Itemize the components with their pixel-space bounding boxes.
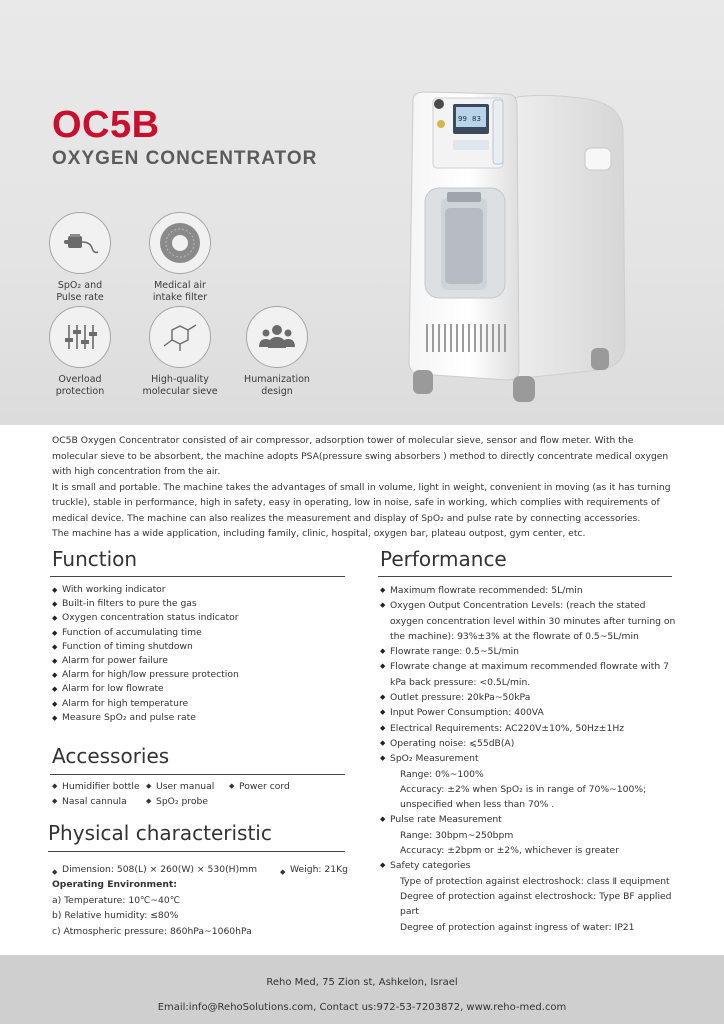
accessories-heading: Accessories (52, 744, 170, 768)
list-item-text: SpO₂ Measurement (390, 753, 479, 765)
list-item: ◆ Oxygen concentration status indicator (52, 611, 352, 625)
accessory-item (146, 796, 208, 807)
list-subitem: Degree of protection against ingress of water: IP21 (400, 921, 635, 933)
section-divider (378, 576, 672, 577)
accessory-label: ◆ Nasal cannula (52, 796, 127, 807)
filter-icon (149, 212, 211, 274)
function-heading: Function (52, 547, 138, 571)
list-item (380, 858, 676, 934)
performance-heading: Performance (380, 547, 507, 571)
feature-label (130, 280, 230, 304)
list-item (380, 659, 676, 690)
list-item-text: Pulse rate Measurement (390, 814, 502, 826)
list-item-text: Maximum flowrate recommended: 5L/min (390, 585, 583, 596)
accessory-item (52, 781, 140, 792)
list-item: ◆ Built-in filters to pure the gas (52, 597, 352, 611)
list-subitem: Type of protection against electroshock: class Ⅱ equipment (400, 875, 670, 887)
physical-heading: Physical characteristic (48, 821, 272, 845)
oxygen-concentrator-image (395, 80, 635, 410)
display-left-value: 99 (458, 115, 467, 123)
physical-details (52, 862, 352, 939)
feature-humanization (227, 306, 327, 398)
environment-heading: Operating Environment: (52, 879, 177, 891)
section-divider (50, 576, 345, 577)
weight-text: ◆ Weigh: 21Kg (280, 864, 348, 875)
feature-sieve (130, 306, 230, 398)
feature-label (130, 374, 230, 398)
section-divider (48, 851, 345, 852)
environment-item: a) Temperature: 10℃~40℃ (52, 894, 181, 906)
list-item-text: Flowrate range: 0.5~5L/min (390, 646, 519, 658)
intro-paragraph: The machine has a wide application, including family, clinic, hospital, oxygen bar, plateau outpost, gym center, etc. (52, 528, 586, 539)
feature-label-text: Overload protection (55, 374, 105, 397)
list-item: ◆ Alarm for high/low pressure protection (52, 668, 352, 682)
hero-banner (0, 0, 724, 425)
list-item (380, 690, 676, 705)
feature-overload (30, 306, 130, 398)
list-item-text: Operating noise: ⩽55dB(A) (390, 737, 515, 749)
accessory-label: ◆ User manual (146, 781, 214, 792)
accessory-item (229, 781, 290, 792)
list-item: ◆ Measure SpO₂ and pulse rate (52, 711, 352, 725)
list-item: ◆ Alarm for low flowrate (52, 682, 352, 696)
list-item: ◆ Alarm for high temperature (52, 697, 352, 711)
intro-text (52, 433, 676, 542)
finger-probe-icon (49, 212, 111, 274)
list-item-text: Electrical Requirements: AC220V±10%, 50Hz±1Hz (390, 722, 625, 734)
feature-label (227, 374, 327, 398)
product-subtitle: OXYGEN CONCENTRATOR (52, 148, 318, 169)
feature-label (30, 280, 130, 304)
list-item (380, 751, 676, 812)
footer-contact: Email:info@RehoSolutions.com, Contact us:972-53-7203872, www.reho-med.com (157, 1002, 567, 1013)
list-item-text: Outlet pressure: 20kPa~50kPa (390, 692, 531, 704)
accessory-item (52, 796, 127, 807)
list-item (380, 644, 676, 659)
accessory-label: ◆ Humidifier bottle (52, 781, 140, 792)
accessory-label: ◆ SpO₂ probe (146, 796, 208, 807)
list-item: ◆ Alarm for power failure (52, 654, 352, 668)
list-item (380, 705, 676, 720)
sliders-icon (49, 306, 111, 368)
feature-filter (130, 212, 230, 304)
display-right-value: 83 (472, 115, 481, 123)
list-item-text: Oxygen Output Concentration Levels: (reach the stated oxygen concentration level within 30 minutes after turning on the machine): 93%±3% at the flowrate of 0.5~5L/min (390, 600, 676, 642)
list-item (380, 812, 676, 858)
accessory-label: ◆ Power cord (229, 781, 290, 792)
footer-address: Reho Med, 75 Zion st, Ashkelon, Israel (266, 977, 458, 988)
environment-item: c) Atmospheric pressure: 860hPa~1060hPa (52, 925, 252, 937)
feature-label-text: Humanization design (244, 374, 310, 397)
people-icon (246, 306, 308, 368)
feature-spo2 (30, 212, 130, 304)
feature-label-text: Medical air intake filter (152, 280, 208, 303)
accessory-item (146, 781, 214, 792)
list-subitem: Accuracy: ±2bpm or ±2%, whichever is greater (400, 845, 619, 857)
model-name: OC5B (52, 104, 160, 146)
section-divider (50, 774, 345, 775)
molecule-icon (149, 306, 211, 368)
list-item-text: Input Power Consumption: 400VA (390, 707, 544, 719)
intro-paragraph: It is small and portable. The machine takes the advantages of small in volume, light in weight, convenient in moving (as it has turning truckle), stable in performance, high in safety, easy in operating, low in noise, safe in working, which complies with requirements of medical device. The machine can also realizes the measurement and display of SpO₂ and pulse rate by connecting accessories. (52, 481, 671, 524)
list-subitem: Range: 30bpm~250bpm (400, 829, 514, 841)
environment-item: b) Relative humidity: ≤80% (52, 910, 179, 922)
function-list (52, 583, 352, 725)
list-item-text: Flowrate change at maximum recommended flowrate with 7 kPa back pressure: <0.5L/min. (390, 661, 669, 688)
list-item: ◆ With working indicator (52, 583, 352, 597)
list-item (380, 736, 676, 751)
list-item (380, 721, 676, 736)
list-item (380, 583, 676, 598)
footer (0, 955, 724, 1024)
list-subitem: Range: 0%~100% (400, 768, 484, 780)
list-item: ◆ Function of accumulating time (52, 626, 352, 640)
feature-label-text: High-quality molecular sieve (142, 374, 218, 397)
list-subitem: Degree of protection against electroshock: Type BF applied part (400, 890, 672, 918)
intro-paragraph: OC5B Oxygen Concentrator consisted of air compressor, adsorption tower of molecular sieve, sensor and flow meter. With the molecular sieve to be absorbent, the machine adopts PSA(pressure swing absorbers ) method to directly concentrate medical oxygen with high concentration from the air. (52, 435, 669, 477)
list-item (380, 598, 676, 644)
feature-label-text: SpO₂ and Pulse rate (56, 280, 104, 303)
dimension-text: ◆ Dimension: 508(L) × 260(W) × 530(H)mm (52, 864, 257, 875)
feature-label (30, 374, 130, 398)
list-subitem: Accuracy: ±2% when SpO₂ is in range of 70%~100%; unspecified when less than 70% . (400, 783, 647, 811)
performance-list (380, 583, 676, 935)
list-item-text: Safety categories (390, 860, 471, 872)
list-item: ◆ Function of timing shutdown (52, 640, 352, 654)
